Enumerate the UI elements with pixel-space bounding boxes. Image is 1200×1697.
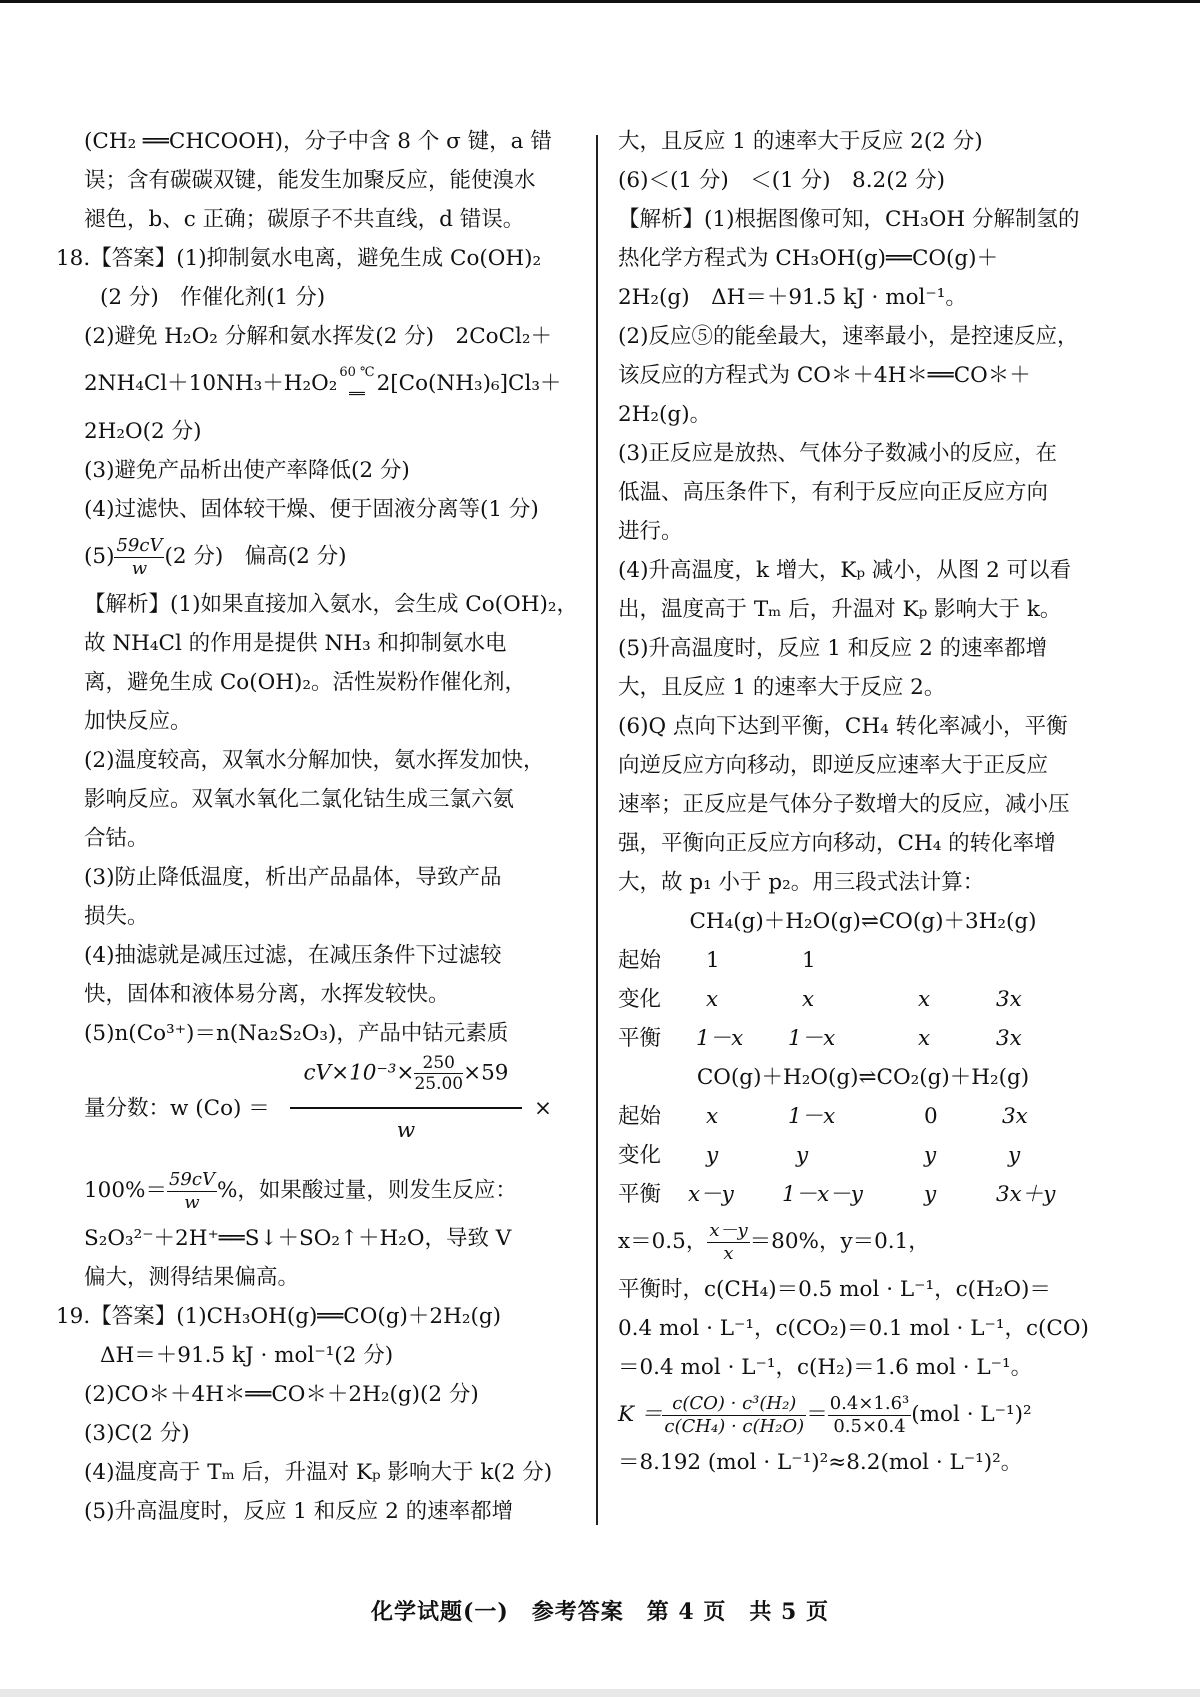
text-line: 速率；正反应是气体分子数增大的反应，减小压: [618, 792, 1070, 817]
text-line: (3)C(2 分): [84, 1421, 190, 1446]
right-column: [618, 122, 1108, 1482]
text-line: 0.4 mol · L⁻¹，c(CO₂)＝0.1 mol · L⁻¹，c(CO): [618, 1316, 1089, 1341]
text-line: (2)避免 H₂O₂ 分解和氨水挥发(2 分) 2CoCl₂＋: [84, 324, 553, 349]
text-line: 误；含有碳碳双键，能发生加聚反应，能使溴水: [84, 168, 536, 193]
question-number-19: 19.: [56, 1304, 91, 1329]
text-line: 2H₂O(2 分): [84, 419, 202, 444]
fraction: $\frac{\text{c(CO) · c³(H₂)}}{\text{c(CH₄) · c(H₂O)}}$: [664, 1392, 805, 1437]
fraction: $\frac{\text{0.4×1.6³}}{0.5\times 0.4}$: [829, 1392, 910, 1437]
text-line: 偏大，测得结果偏高。: [84, 1265, 300, 1290]
text-line: (5)n(Co³⁺)＝n(Na₂S₂O₃)，产品中钴元素质: [84, 1021, 509, 1046]
fraction-line: 100%＝ $\frac{59cV}{w}$ %，如果酸过量，则发生反应：: [84, 1168, 517, 1213]
text-line: 【解析】(1)根据图像可知，CH₃OH 分解制氢的: [618, 207, 1080, 232]
text-line: (3)防止降低温度，析出产品晶体，导致产品: [84, 865, 502, 890]
table-row: 平衡 x－y 1－x－y y 3x＋y: [618, 1182, 1056, 1207]
text-line: (3)避免产品析出使产率降低(2 分): [84, 458, 410, 483]
text-line: 【解析】(1)如果直接加入氨水，会生成 Co(OH)₂，: [84, 592, 578, 617]
page-footer: 化学试题(一) 参考答案 第 4 页 共 5 页: [370, 1599, 830, 1625]
fraction: $\frac{x-y}{x}$: [709, 1219, 748, 1264]
text-line: 褪色，b、c 正确；碳原子不共直线，d 错误。: [84, 207, 525, 232]
text-line: ＝8.192 (mol · L⁻¹)²≈8.2(mol · L⁻¹)²。: [618, 1450, 1023, 1475]
text-line: 2H₂(g)。: [618, 402, 712, 427]
text-line: (2 分) 作催化剂(1 分): [100, 285, 326, 310]
text-line: 影响反应。双氧水氧化二氯化钴生成三氯六氨: [84, 787, 515, 812]
fraction: $\frac{59cV}{w}$: [116, 534, 163, 579]
bottom-edge: [0, 1689, 1200, 1697]
text-line: 热化学方程式为 CH₃OH(g)══CO(g)＋: [618, 246, 999, 271]
table-row: 平衡 1－x 1－x x 3x: [618, 1026, 1022, 1051]
three-step-table-1: [618, 941, 1108, 1058]
text-line: 2H₂(g) ΔH＝＋91.5 kJ · mol⁻¹。: [618, 285, 967, 310]
text-line: 大，且反应 1 的速率大于反应 2。: [618, 675, 946, 700]
text-line: S₂O₃²⁻＋2H⁺══S↓＋SO₂↑＋H₂O，导致 V: [84, 1226, 512, 1251]
text-line: (5)升高温度时，反应 1 和反应 2 的速率都增: [618, 636, 1048, 661]
text-line: 该反应的方程式为 CO＊＋4H＊══CO＊＋: [618, 363, 1031, 388]
equilibrium-constant-formula: K ＝ $\frac{\text{c(CO) · c³(H₂)}}{\text{c(CH₄) · c(H₂O)}}$ ＝ $\frac{\text{0.4×1.6³}}{0.5\times 0.4}$ (mol · L⁻¹)²: [618, 1392, 1032, 1437]
table-row: 起始 1 1: [618, 948, 816, 973]
text-line: (2)CO＊＋4H＊══CO＊＋2H₂(g)(2 分): [84, 1382, 479, 1407]
equation-line: 2NH₄Cl＋10NH₃＋H₂O₂ 60 ℃ ══ 2[Co(NH₃)₆]Cl₃＋: [84, 356, 576, 412]
text-line: 强，平衡向正反应方向移动，CH₄ 的转化率增: [618, 831, 1056, 856]
top-rule: [0, 0, 1200, 3]
mass-fraction-formula: 量分数：w (Co) ＝ cV×10⁻³× $\frac{250}{25.00}$ ×59 w ×: [84, 1053, 553, 1143]
text-line: (CH₂ ══CHCOOH)，分子中含 8 个 σ 键，a 错: [84, 129, 552, 154]
q19-answer-line: 19.【答案】(1)CH₃OH(g)══CO(g)＋2H₂(g): [56, 1304, 501, 1329]
text-line: (4)温度高于 Tₘ 后，升温对 Kₚ 影响大于 k(2 分): [84, 1460, 553, 1485]
left-column: [56, 122, 578, 1531]
reaction-equation-2: CO(g)＋H₂O(g)⇌CO₂(g)＋H₂(g): [696, 1065, 1030, 1090]
text-line: 平衡时，c(CH₄)＝0.5 mol · L⁻¹，c(H₂O)＝: [618, 1277, 1051, 1302]
text-line: ＝0.4 mol · L⁻¹，c(H₂)＝1.6 mol · L⁻¹。: [618, 1355, 1033, 1380]
text-line: (4)升高温度，k 增大，Kₚ 减小，从图 2 可以看: [618, 558, 1072, 583]
q18-answer-line: 18.【答案】(1)抑制氨水电离，避免生成 Co(OH)₂: [56, 246, 542, 271]
text-line: 损失。: [84, 904, 149, 929]
text-line: 故 NH₄Cl 的作用是提供 NH₃ 和抑制氨水电: [84, 631, 507, 656]
text-line: (3)正反应是放热、气体分子数减小的反应，在: [618, 441, 1057, 466]
reaction-condition: 60 ℃ ══: [339, 365, 375, 402]
text-line: (6)Q 点向下达到平衡，CH₄ 转化率减小，平衡: [618, 714, 1068, 739]
text-line: (2)反应⑤的能垒最大，速率最小，是控速反应，: [618, 324, 1079, 349]
column-divider: [596, 135, 598, 1525]
fraction-line: (5) $\frac{59cV}{w}$ (2 分) 偏高(2 分): [84, 534, 347, 579]
text-line: 快，固体和液体易分离，水挥发较快。: [84, 982, 450, 1007]
text-line: 加快反应。: [84, 709, 192, 734]
three-step-table-2: [618, 1097, 1108, 1214]
text-line: (4)抽滤就是减压过滤，在减压条件下过滤较: [84, 943, 502, 968]
reaction-equation-1: CH₄(g)＋H₂O(g)⇌CO(g)＋3H₂(g): [689, 909, 1037, 934]
text-line: (5)升高温度时，反应 1 和反应 2 的速率都增: [84, 1499, 514, 1524]
text-line: (2)温度较高，双氧水分解加快，氨水挥发加快，: [84, 748, 545, 773]
fraction-line: x＝0.5， $\frac{x-y}{x}$ ＝80%，y＝0.1，: [618, 1219, 930, 1264]
fraction: $\frac{59cV}{w}$: [168, 1168, 215, 1213]
text-line: ΔH＝＋91.5 kJ · mol⁻¹(2 分): [100, 1343, 394, 1368]
text-line: 大，且反应 1 的速率大于反应 2(2 分): [618, 129, 983, 154]
text-line: 出，温度高于 Tₘ 后，升温对 Kₚ 影响大于 k。: [618, 597, 1062, 622]
text-line: 大，故 p₁ 小于 p₂。用三段式法计算：: [618, 870, 985, 895]
text-line: 合钴。: [84, 826, 149, 851]
text-line: 向逆反应方向移动，即逆反应速率大于正反应: [618, 753, 1049, 778]
text-line: (4)过滤快、固体较干燥、便于固液分离等(1 分): [84, 497, 539, 522]
text-line: 离，避免生成 Co(OH)₂。活性炭粉作催化剂，: [84, 670, 527, 695]
text-line: 低温、高压条件下，有利于反应向正反应方向: [618, 480, 1049, 505]
text-line: (6)＜(1 分) ＜(1 分) 8.2(2 分): [618, 168, 946, 193]
question-number-18: 18.: [56, 246, 91, 271]
table-row: 变化 y y y y: [618, 1143, 1021, 1168]
text-line: 进行。: [618, 519, 683, 544]
table-row: 变化 x x x 3x: [618, 987, 1022, 1012]
table-row: 起始 x 1－x 0 3x: [618, 1104, 1028, 1129]
